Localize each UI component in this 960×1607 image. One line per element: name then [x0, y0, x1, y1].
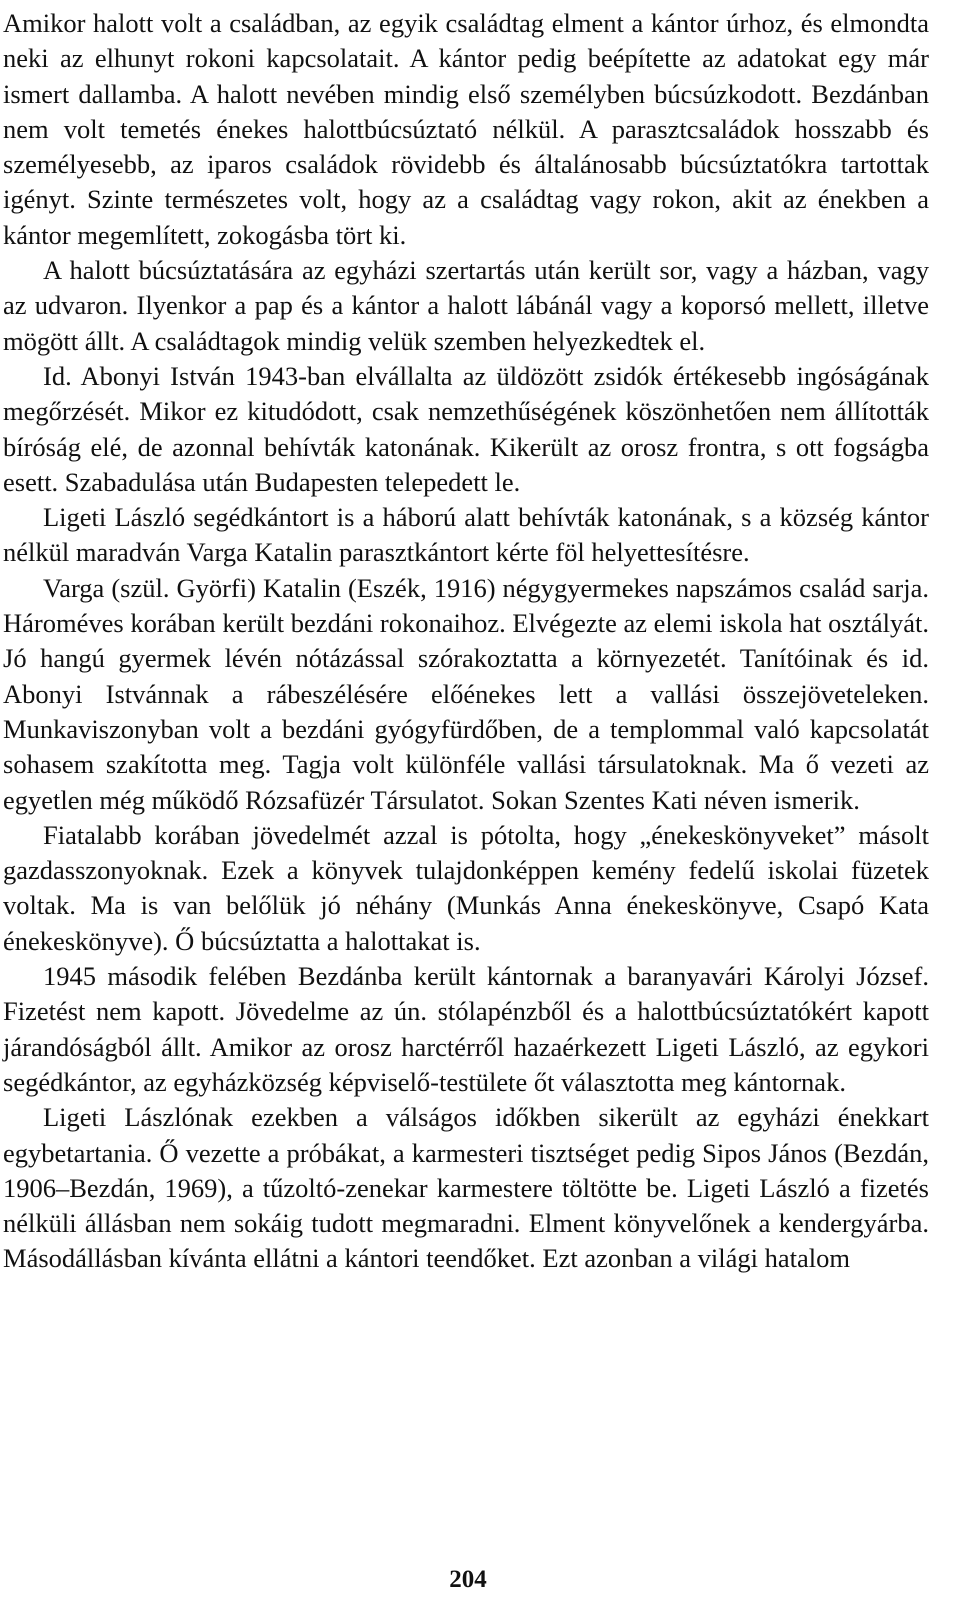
- paragraph: Varga (szül. Györfi) Katalin (Eszék, 1916) négygyermekes napszámos család sarja. Hároméves korában került bezdáni rokonaihoz. Elvégezte az elemi iskola hat osztályát. Jó hangú gyermek lévén nótázással szórakoztatta a környezetét. Tanítóinak és id. Abonyi Istvánnak a rábeszélésére előénekes lett a vallási összejöveteleken. Munkaviszonyban volt a bezdáni gyógyfürdőben, de a templommal való kapcsolatát sohasem szakította meg. Tagja volt különféle vallási társulatoknak. Ma ő vezeti az egyetlen még működő Rózsafüzér Társulatot. Sokan Szentes Kati néven ismerik.: [3, 572, 929, 815]
- body-text: [3, 6, 929, 1277]
- page-number: 204: [449, 1566, 487, 1593]
- paragraph: Id. Abonyi István 1943-ban elvállalta az üldözött zsidók értékesebb ingóságának megőrzését. Mikor ez kitudódott, csak nemzethűségének köszönhetően nem állították bíróság elé, de azonnal behívták katonának. Kikerült az orosz frontra, s ott fogságba esett. Szabadulása után Budapesten telepedett le.: [3, 360, 929, 497]
- paragraph: Fiatalabb korában jövedelmét azzal is pótolta, hogy „énekeskönyveket” másolt gazdasszonyoknak. Ezek a könyvek tulajdonképpen kemény fedelű iskolai füzetek voltak. Ma is van belőlük jó néhány (Munkás Anna énekeskönyve, Csapó Kata énekeskönyve). Ő búcsúztatta a halottakat is.: [3, 819, 929, 956]
- paragraph: 1945 második felében Bezdánba került kántornak a baranyavári Károlyi József. Fizetést nem kapott. Jövedelme az ún. stólapénzből és a halottbúcsúztatókért kapott járandóságból állt. Amikor az orosz harctérről hazaérkezett Ligeti László, az egykori segédkántor, az egyházközség képviselő-testülete őt választotta meg kántornak.: [3, 961, 929, 1097]
- paragraph: A halott búcsúztatására az egyházi szertartás után került sor, vagy a házban, vagy az udvaron. Ilyenkor a pap és a kántor a halott lábánál vagy a koporsó mellett, illetve mögött állt. A családtagok mindig velük szemben helyezkedtek el.: [3, 255, 929, 356]
- paragraph: Ligeti László segédkántort is a háború alatt behívták katonának, s a község kántor nélkül maradván Varga Katalin parasztkántort kérte föl helyettesítésre.: [3, 502, 929, 568]
- paragraph: Amikor halott volt a családban, az egyik családtag elment a kántor úrhoz, és elmondta neki az elhunyt rokoni kapcsolatait. A kántor pedig beépítette az adatokat egy már ismert dallamba. A halott nevében mindig első személyben búcsúzkodott. Bezdánban nem volt temetés énekes halottbúcsúztató nélkül. A parasztcsaládok hosszabb és személyesebb, az iparos családok rövidebb és általánosabb búcsúztatókra tartottak igényt. Szinte természetes volt, hogy az a családtag vagy rokon, akit az énekben a kántor megemlített, zokogásba tört ki.: [3, 8, 929, 250]
- paragraph: Ligeti Lászlónak ezekben a válságos időkben sikerült az egyházi énekkart egybetartania. Ő vezette a próbákat, a karmesteri tisztséget pedig Sipos János (Bezdán, 1906–Bezdán, 1969), a tűzoltó-zenekar karmestere töltötte be. Ligeti László a fizetés nélküli állásban nem sokáig tudott megmaradni. Elment könyvelőnek a kendergyárba. Másodállásban kívánta ellátni a kántori teendőket. Ezt azonban a világi hatalom: [3, 1102, 929, 1274]
